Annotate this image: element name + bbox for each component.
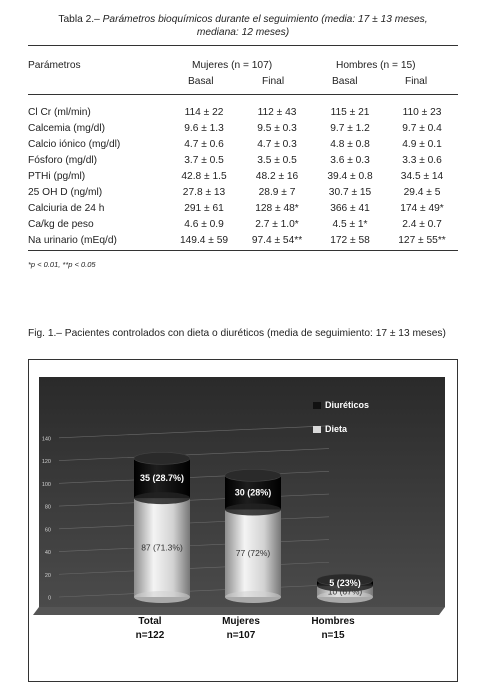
header-men-final: Final [405,76,428,87]
data-label-diureticos: 35 (28.7%) [139,473,185,484]
cell-w-basal: 3.7 ± 0.5 [184,155,224,166]
cell-w-basal: 4.6 ± 0.9 [184,219,224,230]
bar-top-ellipse [134,452,190,464]
row-label: Na urinario (mEq/d) [28,235,117,246]
table-caption [28,13,458,39]
table-caption-text-1: Parámetros bioquímicos durante el seguimiento (media: 17 ± 13 meses, [102,14,428,25]
cell-m-basal: 9.7 ± 1.2 [330,123,370,134]
table-bottom-rule [28,250,458,251]
cell-w-basal: 27.8 ± 13 [182,187,226,198]
cell-w-final: 48.2 ± 16 [255,171,299,182]
cell-m-final: 127 ± 55** [398,235,446,246]
params-table [28,105,458,249]
row-label: Cl Cr (ml/min) [28,107,91,118]
cell-m-final: 29.4 ± 5 [403,187,441,198]
y-tick-label: 120 [41,459,51,466]
cell-m-basal: 4.5 ± 1* [332,219,368,230]
table-row [28,153,458,169]
header-women-final: Final [262,76,285,87]
cell-w-final: 2.7 ± 1.0* [255,219,299,230]
cell-w-basal: 114 ± 22 [184,107,224,118]
header-parametros: Parámetros [28,60,81,71]
legend-swatch [313,402,321,409]
row-label: Calcemia (mg/dl) [28,123,105,134]
cell-w-final: 9.5 ± 0.3 [257,123,297,134]
row-label: Calcio iónico (mg/dl) [28,139,121,150]
category-label: Mujeres [222,616,260,627]
cell-w-final: 112 ± 43 [257,107,297,118]
category-sublabel: n=122 [135,630,165,641]
data-label-dieta: 10 (67%) [327,586,363,597]
cell-w-final: 97.4 ± 54** [251,235,303,246]
bar-segment-boundary [225,503,281,515]
row-label: 25 OH D (ng/ml) [28,187,103,198]
data-label-dieta: 77 (72%) [235,548,271,559]
table-caption-lead: Tabla 2.– [58,14,103,25]
cell-w-final: 28.9 ± 7 [258,187,296,198]
table-row [28,169,458,185]
y-tick-label: 100 [41,481,51,488]
y-tick-label: 40 [44,550,51,557]
cell-m-basal: 3.6 ± 0.3 [330,155,370,166]
table-row [28,233,458,249]
category-label: Total [138,616,162,627]
data-label-diureticos: 30 (28%) [234,487,272,498]
cell-m-basal: 172 ± 58 [330,235,370,246]
bar-top-ellipse [225,469,281,481]
bar-bottom-rim [134,591,190,603]
figure-caption: Fig. 1.– Pacientes controlados con dieta o diuréticos (media de seguimiento: 17 ± 13 meses) [28,328,446,339]
cell-w-basal: 4.7 ± 0.6 [184,139,224,150]
category-sublabel: n=15 [321,630,345,641]
y-tick-label: 140 [41,436,51,443]
figure-frame [28,359,458,682]
chart-svg [29,360,457,681]
header-women-basal: Basal [188,76,214,87]
cell-m-final: 34.5 ± 14 [400,171,444,182]
y-tick-label: 0 [47,595,51,602]
cell-w-basal: 149.4 ± 59 [179,235,229,246]
bar-bottom-rim [225,591,281,603]
y-tick-label: 20 [44,572,51,579]
cell-m-final: 3.3 ± 0.6 [402,155,442,166]
legend-label: Dieta [325,424,348,434]
y-tick-label: 60 [44,527,51,534]
table-header-rule [28,94,458,95]
table-row [28,217,458,233]
cell-w-basal: 42.8 ± 1.5 [181,171,227,182]
row-label: Ca/kg de peso [28,219,94,230]
cell-m-final: 4.9 ± 0.1 [402,139,442,150]
data-label-diureticos: 5 (23%) [329,577,361,588]
row-label: Fósforo (mg/dl) [28,155,98,166]
cell-m-basal: 39.4 ± 0.8 [327,171,373,182]
y-tick-label: 80 [44,504,51,511]
category-sublabel: n=107 [226,630,256,641]
cell-w-basal: 9.6 ± 1.3 [184,123,224,134]
table-caption-text-2: mediana: 12 meses) [196,27,290,38]
table-footnote: *p < 0.01, **p < 0.05 [28,260,96,269]
cell-m-final: 174 ± 49* [400,203,444,214]
cell-m-final: 110 ± 23 [402,107,442,118]
cell-w-final: 4.7 ± 0.3 [257,139,297,150]
table-row [28,137,458,153]
chart-floor [33,607,445,615]
legend-swatch [313,426,321,433]
table-top-rule [28,45,458,46]
table-row [28,185,458,201]
cell-m-basal: 30.7 ± 15 [328,187,372,198]
table-row [28,201,458,217]
cell-w-final: 128 ± 48* [255,203,299,214]
params-table-body [28,105,458,249]
row-label: Calciuria de 24 h [28,203,105,214]
cell-m-basal: 115 ± 21 [330,107,370,118]
cell-m-final: 9.7 ± 0.4 [402,123,442,134]
header-men-basal: Basal [332,76,358,87]
cell-m-final: 2.4 ± 0.7 [402,219,442,230]
cell-w-final: 3.5 ± 0.5 [257,155,297,166]
cell-w-basal: 291 ± 61 [184,203,224,214]
cell-m-basal: 4.8 ± 0.8 [330,139,370,150]
header-mujeres: Mujeres (n = 107) [192,60,273,71]
category-label: Hombres [311,616,355,627]
legend-label: Diuréticos [325,400,370,410]
cell-m-basal: 366 ± 41 [330,203,370,214]
row-label: PTHi (pg/ml) [28,171,86,182]
data-label-dieta: 87 (71.3%) [141,542,183,553]
header-hombres: Hombres (n = 15) [336,60,416,71]
bar-segment-boundary [134,492,190,504]
table-row [28,121,458,137]
table-row [28,105,458,121]
